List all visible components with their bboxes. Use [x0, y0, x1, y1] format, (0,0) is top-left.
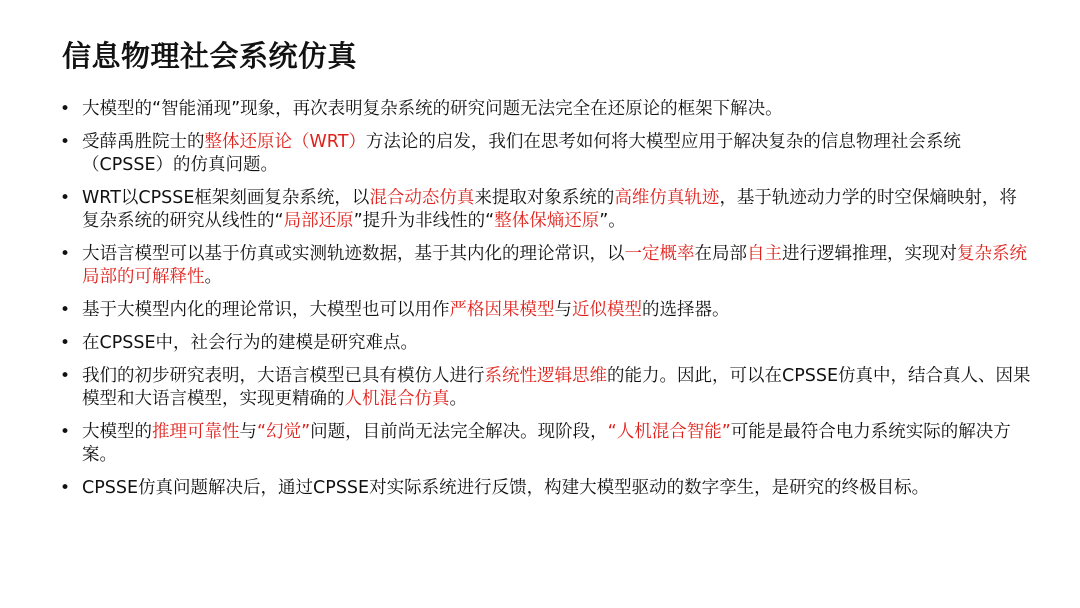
bullet-text: 与 — [239, 422, 257, 442]
bullet-text: ”提升为非线性的“ — [353, 211, 495, 231]
bullet-dot-icon: • — [60, 99, 71, 119]
bullet-text: 可能是最符合电力系统实际的解决方案。 — [82, 422, 1011, 465]
bullet-text: 与 — [554, 300, 572, 320]
bullet-item — [58, 365, 1033, 411]
highlight-text: 一定概率 — [624, 244, 695, 264]
bullet-text: 基于大模型内化的理论常识，大模型也可以用作 — [82, 300, 450, 320]
highlight-text: 系统性逻辑思维 — [484, 366, 607, 386]
bullet-item — [58, 243, 1033, 289]
bullet-text: 来提取对象系统的 — [474, 188, 615, 208]
bullet-text: ”。 — [599, 211, 626, 231]
bullet-item — [58, 98, 1033, 121]
bullet-item — [58, 187, 1033, 233]
slide-title: 信息物理社会系统仿真 — [62, 39, 358, 73]
highlight-text: 严格因果模型 — [449, 300, 555, 320]
bullet-text: 方法论的启发，我们在思考如何将大模型应用于解决复杂的信息物理社会系统（CPSSE）的仿真问题。 — [82, 132, 961, 175]
bullet-text: 问题，目前尚无法完全解决。现阶段， — [310, 422, 608, 442]
highlight-text: 复杂系统局部的可解释性 — [82, 244, 1027, 287]
bullet-dot-icon: • — [60, 422, 71, 442]
bullet-dot-icon: • — [60, 366, 71, 386]
bullet-item — [58, 299, 1033, 322]
bullet-text: CPSSE仿真问题解决后，通过CPSSE对实际系统进行反馈，构建大模型驱动的数字孪生，是研究的终极目标。 — [82, 478, 930, 498]
bullet-item — [58, 131, 1033, 177]
bullet-text: WRT以CPSSE框架刻画复杂系统，以 — [82, 188, 370, 208]
highlight-text: 混合动态仿真 — [369, 188, 475, 208]
bullet-list — [58, 98, 1033, 510]
bullet-text: 大语言模型可以基于仿真或实测轨迹数据，基于其内化的理论常识，以 — [82, 244, 625, 264]
bullet-text: 。 — [204, 267, 222, 287]
bullet-text: 在局部 — [694, 244, 747, 264]
bullet-dot-icon: • — [60, 478, 71, 498]
bullet-text: 我们的初步研究表明，大语言模型已具有模仿人进行 — [82, 366, 485, 386]
bullet-dot-icon: • — [60, 132, 71, 152]
bullet-text: ，基于轨迹动力学的时空保熵映射，将复杂系统的研究从线性的“ — [82, 188, 1017, 231]
bullet-text: 受薛禹胜院士的 — [82, 132, 205, 152]
highlight-text: 整体保熵还原 — [494, 211, 600, 231]
bullet-text: 在CPSSE中，社会行为的建模是研究难点。 — [82, 333, 419, 353]
highlight-text: 高维仿真轨迹 — [614, 188, 720, 208]
bullet-text: 进行逻辑推理，实现对 — [782, 244, 957, 264]
highlight-text: 自主 — [747, 244, 782, 264]
bullet-dot-icon: • — [60, 244, 71, 264]
bullet-dot-icon: • — [60, 188, 71, 208]
highlight-text: “人机混合智能” — [607, 422, 731, 442]
bullet-item — [58, 421, 1033, 467]
highlight-text: 近似模型 — [572, 300, 642, 320]
bullet-text: 的选择器。 — [642, 300, 730, 320]
highlight-text: “幻觉” — [257, 422, 311, 442]
highlight-text: 整体还原论（WRT） — [204, 132, 366, 152]
bullet-text: 的能力。因此，可以在CPSSE仿真中，结合真人、因果模型和大语言模型，实现更精确的 — [82, 366, 1031, 409]
bullet-text: 大模型的 — [82, 422, 152, 442]
highlight-text: 人机混合仿真 — [344, 389, 450, 409]
highlight-text: 局部还原 — [283, 211, 354, 231]
bullet-text: 。 — [449, 389, 467, 409]
bullet-item — [58, 332, 1033, 355]
bullet-item — [58, 477, 1033, 500]
bullet-dot-icon: • — [60, 333, 71, 353]
bullet-dot-icon: • — [60, 300, 71, 320]
bullet-text: 大模型的“智能涌现”现象，再次表明复杂系统的研究问题无法完全在还原论的框架下解决。 — [82, 99, 783, 119]
highlight-text: 推理可靠性 — [152, 422, 240, 442]
